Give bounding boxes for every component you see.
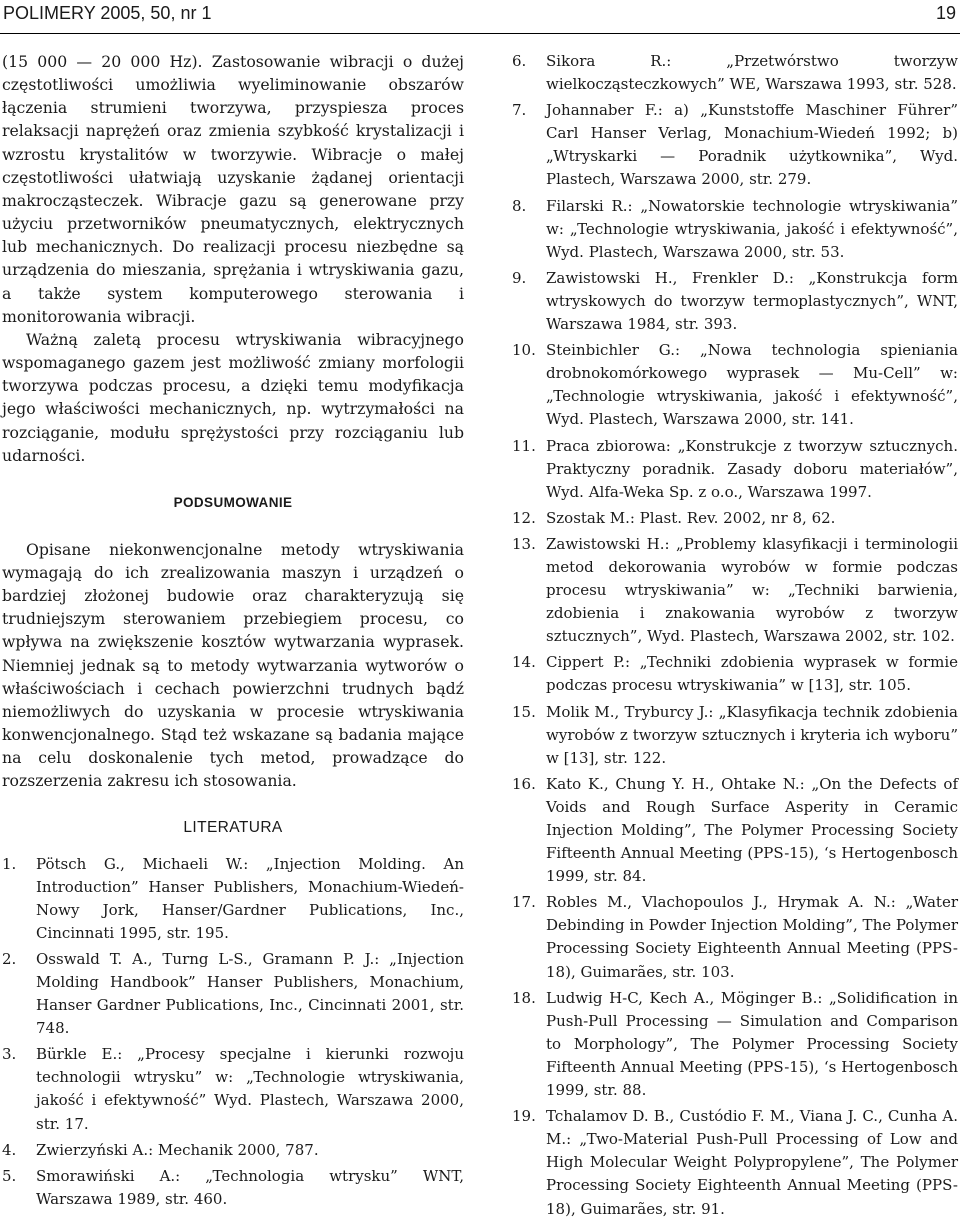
- body-paragraph: (15 000 — 20 000 Hz). Zastosowanie wibracji o dużej częstotliwości umożliwia wyeliminowanie obszarów łączenia strumieni tworzywa, przyspiesza proces relaksacji naprężeń oraz zmienia szybkość krystalizacji i wzrostu krystalitów w tworzywie. Wibracje o małej częstotliwości ułatwiają uzyskanie żądanej orientacji makrocząsteczek. Wibracje gazu są generowane przy użyciu przetworników pneumatycznych, elektrycznych lub mechanicznych. Do realizacji procesu niezbędne są urządzenia do mieszania, sprężania i wtryskiwania gazu, a także system komputerowego sterowania i monitorowania wibracji.: [2, 52, 464, 326]
- reference-item: [2, 1165, 464, 1211]
- reference-text: Sikora R.: „Przetwórstwo tworzyw wielkocząsteczkowych” WE, Warszawa 1993, str. 528.: [546, 52, 958, 94]
- reference-number: 10.: [512, 341, 536, 360]
- reference-item: [512, 891, 958, 983]
- reference-text: Ludwig H-C, Kech A., Möginger B.: „Solidification in Push-Pull Processing — Simulation and Comparison to Morphology”, The Polymer Processing Society Fifteenth Annual Meeting (PPS-15), ‘s Hertogenbosch 1999, str. 88.: [546, 988, 958, 1100]
- reference-text: Robles M., Vlachopoulos J., Hrymak A. N.: „Water Debinding in Powder Injection Molding”, The Polymer Processing Society Eighteenth Annual Meeting (PPS-18), Guimarães, str. 103.: [546, 893, 958, 981]
- reference-list: [512, 50, 958, 1221]
- reference-text: Pötsch G., Michaeli W.: „Injection Molding. An Introduction” Hanser Publishers, Monachium-Wiedeń-Nowy Jork, Hanser/Gardner Publications, Inc., Cincinnati 1995, str. 195.: [36, 854, 464, 942]
- reference-text: Zwierzyński A.: Mechanik 2000, 787.: [36, 1140, 319, 1159]
- reference-text: Kato K., Chung Y. H., Ohtake N.: „On the Defects of Voids and Rough Surface Asperity in Ceramic Injection Molding”, The Polymer Processing Society Fifteenth Annual Meeting (PPS-15), ‘s Hertogenbosch 1999, str. 84.: [546, 774, 958, 886]
- reference-item: [512, 99, 958, 191]
- reference-text: Johannaber F.: a) „Kunststoffe Maschiner Führer” Carl Hanser Verlag, Monachium-Wiedeń 1992; b) „Wtryskarki — Poradnik użytkownika”, Wyd. Plastech, Warszawa 2000, str. 279.: [546, 101, 958, 189]
- reference-text: Filarski R.: „Nowatorskie technologie wtryskiwania” w: „Technologie wtryskiwania, jakość i efektywność”, Wyd. Plastech, Warszawa 2000, str. 53.: [546, 196, 958, 261]
- reference-item: [2, 1043, 464, 1135]
- reference-item: [2, 948, 464, 1040]
- reference-text: Bürkle E.: „Procesy specjalne i kierunki rozwoju technologii wtrysku” w: „Technologie wtryskiwania, jakość i efektywność” Wyd. Plastech, Warszawa 2000, str. 17.: [36, 1045, 464, 1133]
- running-header: [0, 0, 960, 38]
- reference-item: [2, 853, 464, 945]
- reference-number: 6.: [512, 52, 527, 70]
- reference-item: [512, 195, 958, 264]
- reference-list: [2, 853, 464, 1211]
- reference-number: 5.: [2, 1166, 17, 1185]
- reference-number: 15.: [512, 702, 536, 721]
- reference-item: [512, 701, 958, 770]
- reference-number: 11.: [512, 436, 536, 455]
- summary-heading: PODSUMOWANIE: [173, 494, 293, 510]
- left-column: [2, 50, 464, 1214]
- reference-item: [512, 1105, 958, 1220]
- reference-item: [512, 507, 958, 530]
- reference-text: Steinbichler G.: „Nowa technologia spieniania drobnokomórkowego wyprasek — Mu-Cell” w: „Technologie wtryskiwania, jakość i efektywność”, Wyd. Plastech, Warszawa 2000, str. 141.: [546, 341, 958, 429]
- reference-number: 9.: [512, 268, 527, 287]
- reference-text: Zawistowski H.: „Problemy klasyfikacji i terminologii metod dekorowania wyrobów w formie podczas procesu wtryskiwania” w: „Techniki barwienia, zdobienia i znakowania wyrobów z tworzyw sztucznych”, Wyd. Plastech, Warszawa 2002, str. 102.: [546, 534, 958, 646]
- reference-item: [512, 651, 958, 697]
- reference-number: 19.: [512, 1107, 536, 1126]
- reference-number: 4.: [2, 1140, 17, 1159]
- reference-item: [512, 267, 958, 336]
- reference-number: 12.: [512, 508, 536, 527]
- reference-text: Praca zbiorowa: „Konstrukcje z tworzyw sztucznych. Praktyczny poradnik. Zasady doboru materiałów”, Wyd. Alfa-Weka Sp. z o.o., Warszawa 1997.: [546, 436, 958, 501]
- reference-item: [512, 533, 958, 648]
- summary-paragraph: Opisane niekonwencjonalne metody wtryskiwania wymagają do ich zrealizowania maszyn i urządzeń o bardziej złożonej budowie oraz charakteryzują się trudniejszym sterowaniem przebiegiem procesu, co wpływa na zwiększenie kosztów wytwarzania wyprasek. Niemniej jednak są to metody wytwarzania wytworów o właściwościach i cechach powierzchni trudnych bądź niemożliwych do uzyskania w procesie wtryskiwania konwencjonalnego. Stąd też wskazane są badania mające na celu doskonalenie tych metod, prowadzące do rozszerzenia zakresu ich stosowania.: [2, 539, 464, 791]
- references-heading: LITERATURA: [183, 818, 283, 836]
- body-paragraph: Ważną zaletą procesu wtryskiwania wibracyjnego wspomaganego gazem jest możliwość zmiany morfologii tworzywa podczas procesu, a dzięki temu modyfikacja jego właściwości mechanicznych, np. wytrzymałości na rozciąganie, modułu sprężystości przy rozciąganiu lub udarności.: [2, 329, 464, 465]
- journal-citation: POLIMERY 2005, 50, nr 1: [3, 3, 212, 23]
- reference-item: [512, 435, 958, 504]
- page-number: 19: [935, 3, 956, 23]
- reference-number: 2.: [2, 949, 17, 968]
- reference-number: 13.: [512, 534, 536, 553]
- reference-item: [512, 339, 958, 431]
- reference-number: 14.: [512, 653, 536, 672]
- header-rule: [0, 33, 960, 34]
- reference-item: [512, 50, 958, 96]
- reference-item: [512, 987, 958, 1102]
- reference-number: 17.: [512, 893, 536, 912]
- reference-text: Osswald T. A., Turng L-S., Gramann P. J.: „Injection Molding Handbook” Hanser Publishers, Monachium, Hanser Gardner Publications, Inc., Cincinnati 2001, str. 748.: [36, 949, 464, 1038]
- reference-number: 8.: [512, 196, 527, 215]
- reference-text: Cippert P.: „Techniki zdobienia wyprasek w formie podczas procesu wtryskiwania” w [13], str. 105.: [546, 653, 958, 695]
- reference-number: 3.: [2, 1045, 17, 1064]
- reference-text: Tchalamov D. B., Custódio F. M., Viana J. C., Cunha A. M.: „Two-Material Push-Pull Processing of Low and High Molecular Weight Polypropylene”, The Polymer Processing Society Eighteenth Annual Meeting (PPS-18), Guimarães, str. 91.: [546, 1107, 958, 1218]
- reference-text: Molik M., Tryburcy J.: „Klasyfikacja technik zdobienia wyrobów z tworzyw sztucznych i kryteria ich wyboru” w [13], str. 122.: [546, 702, 958, 767]
- reference-text: Szostak M.: Plast. Rev. 2002, nr 8, 62.: [546, 508, 836, 527]
- reference-item: [512, 773, 958, 888]
- reference-number: 7.: [512, 101, 527, 120]
- reference-number: 1.: [2, 854, 17, 873]
- reference-number: 18.: [512, 988, 536, 1007]
- reference-text: Zawistowski H., Frenkler D.: „Konstrukcja form wtryskowych do tworzyw termoplastycznych”, WNT, Warszawa 1984, str. 393.: [546, 268, 958, 334]
- reference-text: Smorawiński A.: „Technologia wtrysku” WNT, Warszawa 1989, str. 460.: [36, 1166, 464, 1208]
- reference-number: 16.: [512, 774, 536, 793]
- reference-item: [2, 1139, 464, 1162]
- right-column: [512, 50, 958, 1224]
